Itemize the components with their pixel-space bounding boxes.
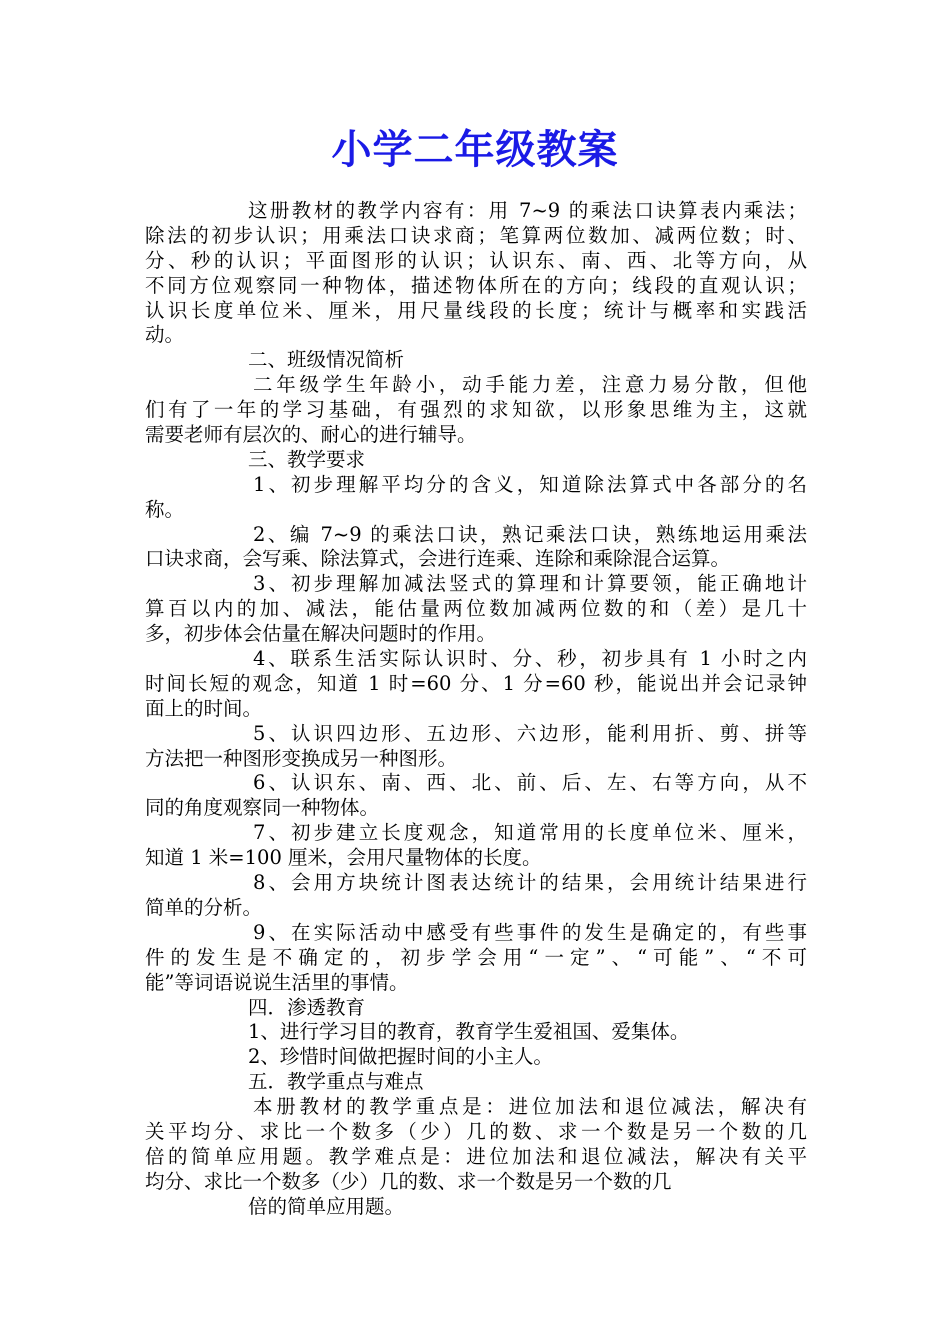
body-line: 1、初步理解平均分的含义，知道除法算式中各部分的名 [253,472,807,496]
body-line: 五．教学重点与难点 [248,1070,424,1094]
document-body [145,199,807,1220]
body-line: 倍的简单应用题。 [248,1194,405,1218]
body-line: 5、认识四边形、五边形、六边形，能利用折、剪、拼等 [253,721,807,745]
body-line: 不同方位观察同一种物体，描述物体所在的方向；线段的直观认识； [145,273,807,297]
body-line: 7、初步建立长度观念，知道常用的长度单位米、厘米， [253,821,807,845]
body-line: 口诀求商，会写乘、除法算式，会进行连乘、连除和乘除混合运算。 [145,547,731,571]
body-line: 除法的初步认识；用乘法口诀求商；笔算两位数加、减两位数；时、 [145,223,807,247]
body-line: 时间长短的观念，知道 1 时=60 分、1 分=60 秒，能说出并会记录钟 [145,671,807,695]
body-line: 均分、求比一个数多（少）几的数、求一个数是另一个数的几 [145,1169,672,1193]
body-line: 倍的简单应用题。教学难点是：进位加法和退位减法，解决有关平 [145,1144,807,1168]
body-line: 多，初步体会估量在解决问题时的作用。 [145,622,497,646]
body-line: 分、秒的认识；平面图形的认识；认识东、南、西、北等方向，从 [145,248,807,272]
body-line: 认识长度单位米、厘米，用尺量线段的长度；统计与概率和实践活 [145,298,807,322]
body-line: 2、编 7~9 的乘法口诀，熟记乘法口诀，熟练地运用乘法 [253,522,807,546]
body-line: 们有了一年的学习基础，有强烈的求知欲，以形象思维为主，这就 [145,398,807,422]
body-line: 1、进行学习目的教育，教育学生爱祖国、爱集体。 [248,1020,690,1044]
body-line: 8、会用方块统计图表达统计的结果，会用统计结果进行 [253,871,807,895]
body-line: 四．渗透教育 [248,995,366,1019]
body-line: 三、教学要求 [248,447,366,471]
body-line: 关平均分、求比一个数多（少）几的数、求一个数是另一个数的几 [145,1119,807,1143]
body-line: 面上的时间。 [145,696,263,720]
body-line: 9、在实际活动中感受有些事件的发生是确定的，有些事 [253,920,807,944]
body-line: 二、班级情况简析 [248,348,405,372]
body-line: 同的角度观察同一种物体。 [145,796,380,820]
body-line: 能”等词语说说生活里的事情。 [145,970,409,994]
body-line: 件的发生是不确定的，初步学会用“一定”、“可能”、“不可 [145,945,807,969]
body-line: 二年级学生年龄小，动手能力差，注意力易分散，但他 [253,373,807,397]
body-line: 3、初步理解加减法竖式的算理和计算要领，能正确地计 [253,572,807,596]
body-line: 这册教材的教学内容有：用 7~9 的乘法口诀算表内乘法； [248,199,807,222]
body-line: 算百以内的加、减法，能估量两位数加减两位数的和（差）是几十 [145,597,807,621]
body-line: 动。 [145,323,185,347]
body-line: 称。 [145,497,185,521]
body-line: 4、联系生活实际认识时、分、秒，初步具有 1 小时之内 [253,647,807,671]
body-line: 6、认识东、南、西、北、前、后、左、右等方向，从不 [253,771,807,795]
body-line: 知道 1 米=100 厘米，会用尺量物体的长度。 [145,846,542,870]
document-title: 小学二年级教案 [331,127,619,173]
body-line: 2、珍惜时间做把握时间的小主人。 [248,1045,553,1069]
body-line: 需要老师有层次的、耐心的进行辅导。 [145,423,477,447]
body-line: 方法把一种图形变换成另一种图形。 [145,746,458,770]
body-line: 本册教材的教学重点是：进位加法和退位减法，解决有 [253,1095,807,1119]
body-line: 简单的分析。 [145,895,263,919]
